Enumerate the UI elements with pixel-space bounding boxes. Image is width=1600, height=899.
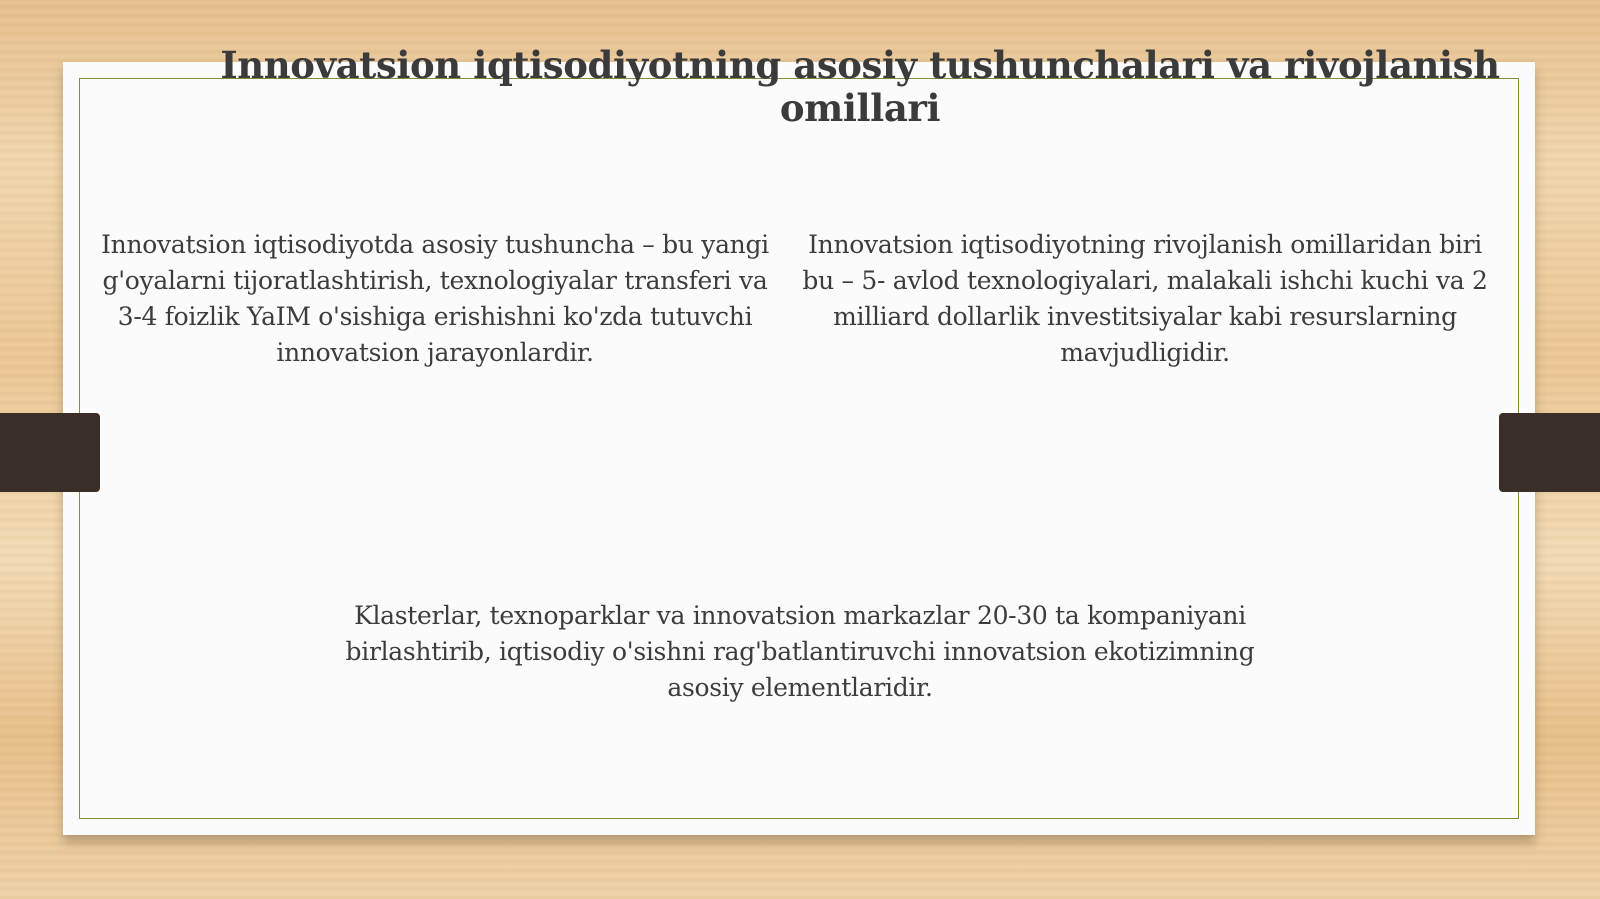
right-clip-decoration (1499, 413, 1600, 492)
bottom-paragraph: Klasterlar, texnoparklar va innovatsion markazlar 20-30 ta kompaniyani birlashtirib, iqtisodiy o'sishni rag'batlantiruvchi innovatsion ekotizimning asosiy elementlaridir. (345, 601, 1255, 702)
right-paragraph: Innovatsion iqtisodiyotning rivojlanish omillaridan biri bu – 5- avlod texnologiyalari, malakali ishchi kuchi va 2 milliard dollarlik investitsiyalar kabi resurslarning mavjudligidir. (802, 230, 1488, 367)
slide-title: Innovatsion iqtisodiyotning asosiy tushunchalari va rivojlanish omillari (220, 43, 1500, 130)
left-paragraph: Innovatsion iqtisodiyotda asosiy tushuncha – bu yangi g'oyalarni tijoratlashtirish, texnologiyalar transferi va 3-4 foizlik YaIM o'sishiga erishishni ko'zda tutuvchi innovatsion jarayonlardir. (101, 230, 769, 367)
slide-card (63, 62, 1535, 835)
card-border (79, 78, 1519, 819)
left-clip-decoration (0, 413, 100, 492)
